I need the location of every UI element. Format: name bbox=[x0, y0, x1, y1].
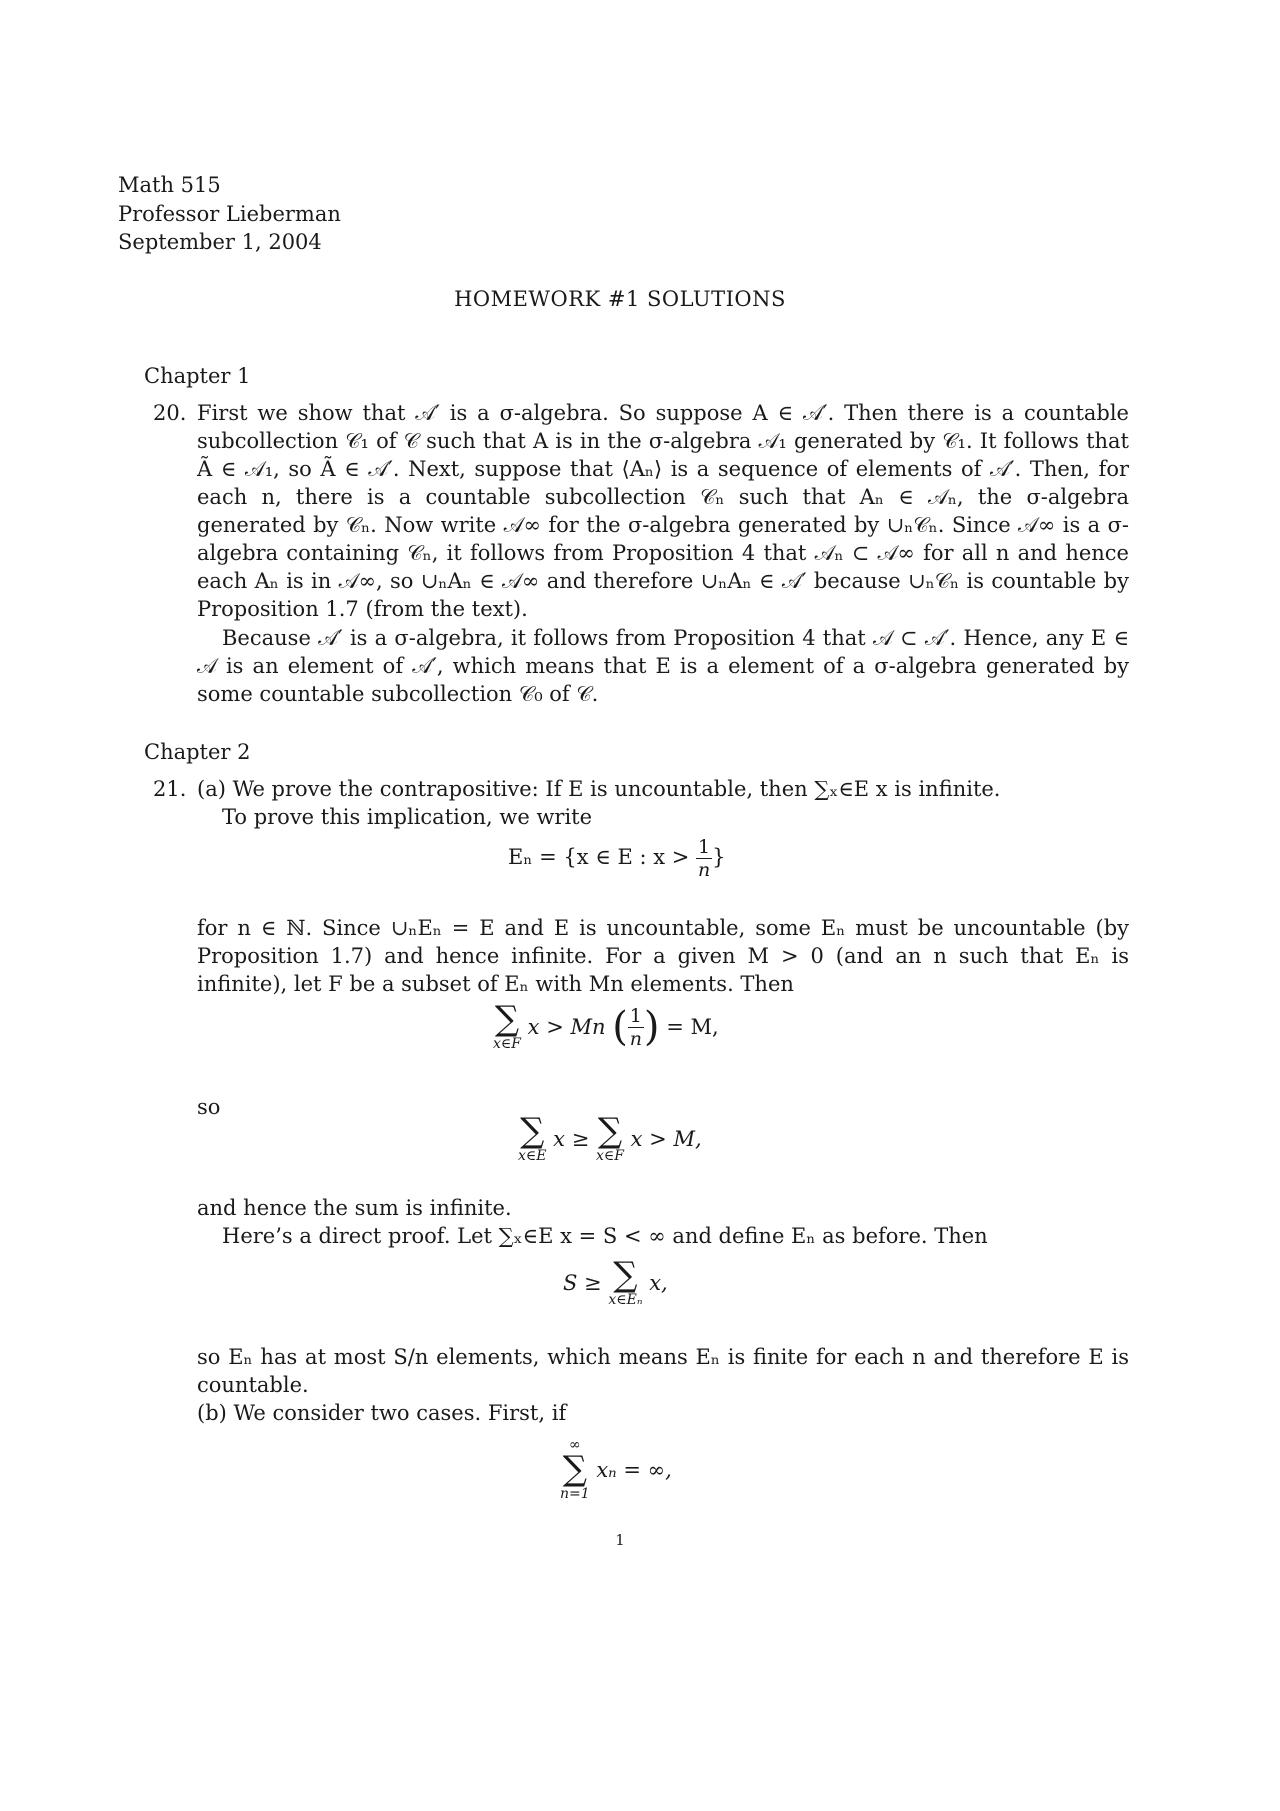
professor-name: Professor Lieberman bbox=[118, 201, 341, 226]
problem-20-paragraph-2: Because 𝒜′ is a σ-algebra, it follows from Proposition 4 that 𝒜 ⊂ 𝒜′. Hence, any E ∈ 𝒜 is an element of 𝒜′, which means that E is a element of a σ-algebra generated by some countable subcollection 𝒞₀ of 𝒞. bbox=[197, 626, 1129, 706]
direct-proof-line: Here’s a direct proof. Let ∑ₓ∈E x = S < ∞ and define Eₙ as before. Then bbox=[222, 1224, 988, 1248]
sum-F-fraction bbox=[628, 1005, 644, 1050]
problem-20-number: 20. bbox=[153, 401, 187, 425]
sum-F2-subscript: x∈F bbox=[595, 1148, 624, 1164]
chapter-2-heading: Chapter 2 bbox=[144, 740, 251, 764]
series-superscript: ∞ bbox=[568, 1437, 581, 1453]
sum-E-middle: x ≥ bbox=[553, 1127, 590, 1151]
chapter-1-heading: Chapter 1 bbox=[144, 364, 251, 388]
equation-sum-E-ge-sum-F bbox=[518, 1111, 702, 1164]
course-name: Math 515 bbox=[118, 173, 221, 197]
eq-S-tail: x, bbox=[649, 1271, 668, 1295]
eq-En-fraction bbox=[696, 836, 712, 881]
sum-F-num: 1 bbox=[629, 1004, 642, 1027]
sum-F-body: x > Mn bbox=[527, 1015, 606, 1039]
infinite-sum-line: and hence the sum is infinite. bbox=[197, 1196, 512, 1220]
equation-En-definition bbox=[508, 836, 726, 881]
page-number: 1 bbox=[615, 1531, 625, 1549]
sum-operator-F-2: ∑ x∈F bbox=[595, 1111, 624, 1164]
sum-operator-E: ∑ x∈E bbox=[518, 1111, 547, 1164]
sum-operator-F: ∑ x∈F bbox=[493, 999, 521, 1052]
problem-21-number: 21. bbox=[153, 777, 187, 801]
sum-En-subscript: x∈Eₙ bbox=[608, 1292, 643, 1308]
paragraph-for-n: for n ∈ ℕ. Since ∪ₙEₙ = E and E is uncountable, some Eₙ must be uncountable (by Proposition 1.7) and hence infinite. For a given M > 0 (and an n such that Eₙ is infinite), let F be a subset of Eₙ with Mn elements. Then bbox=[197, 916, 1129, 996]
sum-E-tail: x > M, bbox=[630, 1127, 702, 1151]
problem-20-paragraph-1: First we show that 𝒜′ is a σ-algebra. So suppose A ∈ 𝒜′. Then there is a countable subcollection 𝒞₁ of 𝒞 such that A is in the σ-algebra 𝒜₁ generated by 𝒞₁. It follows that Ã ∈ 𝒜₁, so Ã ∈ 𝒜′. Next, suppose that ⟨Aₙ⟩ is a sequence of elements of 𝒜′. Then, for each n, there is a countable subcollection 𝒞ₙ such that Aₙ ∈ 𝒜ₙ, the σ-algebra generated by 𝒞ₙ. Now write 𝒜∞ for the σ-algebra generated by ∪ₙ𝒞ₙ. Since 𝒜∞ is a σ-algebra containing 𝒞ₙ, it follows from Proposition 4 that 𝒜ₙ ⊂ 𝒜∞ for all n and hence each Aₙ is in 𝒜∞, so ∪ₙAₙ ∈ 𝒜∞ and therefore ∪ₙAₙ ∈ 𝒜′ because ∪ₙ𝒞ₙ is countable by Proposition 1.7 (from the text). bbox=[197, 401, 1129, 621]
document-header bbox=[118, 171, 341, 257]
sum-operator-En: ∑ x∈Eₙ bbox=[608, 1255, 643, 1308]
eq-En-lhs: Eₙ = {x ∈ E : x > bbox=[508, 845, 690, 869]
eq-En-close: } bbox=[712, 845, 726, 869]
part-a-statement: (a) We prove the contrapositive: If E is uncountable, then ∑ₓ∈E x is infinite. bbox=[197, 777, 1001, 801]
series-tail: xₙ = ∞, bbox=[596, 1458, 672, 1482]
series-subscript: n=1 bbox=[560, 1486, 590, 1502]
eq-En-num: 1 bbox=[698, 836, 711, 858]
document-date: September 1, 2004 bbox=[118, 230, 322, 254]
equation-series bbox=[560, 1438, 672, 1502]
so-word: so bbox=[197, 1095, 221, 1119]
eq-En-den: n bbox=[697, 859, 711, 881]
document-title: HOMEWORK #1 SOLUTIONS bbox=[454, 287, 786, 311]
paragraph-so-En: so Eₙ has at most S/n elements, which means Eₙ is finite for each n and therefore E is countable. bbox=[197, 1345, 1129, 1397]
eq-S-lhs: S ≥ bbox=[563, 1271, 602, 1295]
equation-S-bound bbox=[563, 1255, 668, 1308]
part-a-intro: To prove this implication, we write bbox=[222, 805, 593, 829]
part-b-statement: (b) We consider two cases. First, if bbox=[197, 1401, 567, 1425]
sum-F-subscript: x∈F bbox=[493, 1036, 521, 1052]
sum-E-subscript: x∈E bbox=[518, 1148, 547, 1164]
sum-operator-series: ∞ ∑ n=1 bbox=[560, 1437, 590, 1502]
sum-F-den: n bbox=[629, 1027, 642, 1050]
sum-F-tail: = M, bbox=[666, 1015, 719, 1039]
equation-sum-over-F: ∑ x∈F x > Mn ( $\frac{1}{n}$ ) = M, bbox=[493, 999, 719, 1052]
